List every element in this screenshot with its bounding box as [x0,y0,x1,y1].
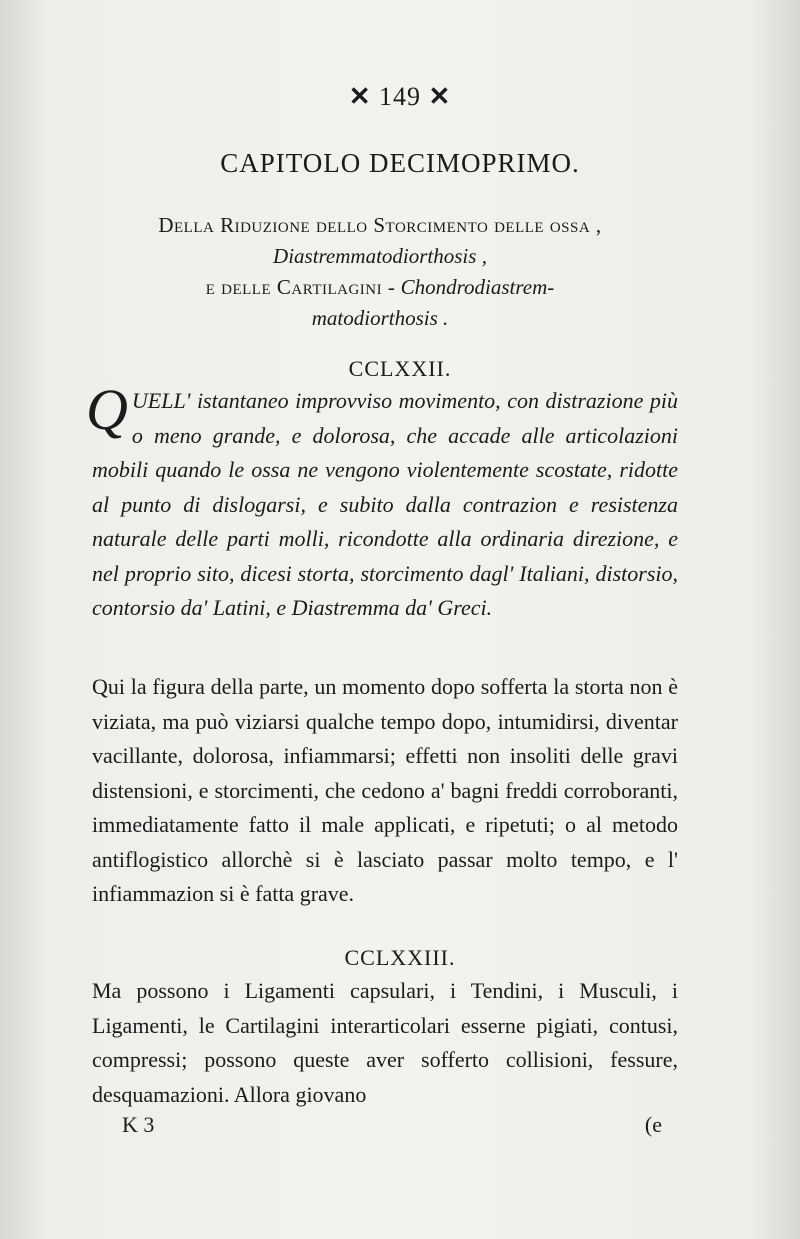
signature-mark: K 3 [122,1112,155,1137]
catchword: (e [644,1112,662,1137]
section-number: CCLXXII. [348,356,452,381]
body-paragraph: Ma possono i Ligamenti capsulari, i Tendini, i Musculi, i Ligamenti, le Cartilagini interarticolari esserne pigiati, contusi, compressi; possono queste aver sofferto collisioni, fessure, desquamazioni. Allora giovano [92,978,678,1107]
page-header [0,82,800,112]
chapter-subtitle [60,210,700,334]
subtitle-line-1: Della Riduzione dello Storcimento delle ossa , [158,213,602,237]
chapter-title: CAPITOLO DECIMOPRIMO. [220,148,580,178]
subtitle-line-3-italic: Chondrodiastrem- [400,275,555,299]
section-number: CCLXXIII. [344,945,456,970]
page-number: 149 [379,82,421,111]
body-paragraph: Qui la figura della parte, un momento dopo sofferta la storta non è viziata, ma può viziarsi qualche tempo dopo, intumidirsi, diventar vacillante, dolorosa, infiammarsi; effetti non insoliti delle gravi distensioni, e storcimenti, che cedono a' bagni freddi corroboranti, immediatamente fatto il male applicati, e ripetuti; o al metodo antiflogistico allorchè si è lasciato passar molto tempo, e l' infiammazion si è fatta grave. [92,674,678,906]
subtitle-line-3 [60,272,700,303]
definition-text: UELL' istantaneo improvviso movimento, con distrazione più o meno grande, e dolorosa, che accade alle articolazioni mobili quando le ossa ne vengono violentemente scostate, ridotte al punto di dislogarsi, e subito dalla contrazion e resistenza naturale delle parti molli, ricondotte alla ordinaria direzione, e nel proprio sito, dicesi storta, storcimento dagl' Italiani, distorsio, contorsio da' Latini, e Diastremma da' Greci. [92,388,678,620]
cross-ornament-left: ✕ [348,82,372,111]
definition-paragraph [86,377,678,626]
subtitle-line-3-caps: e delle Cartilagini - [205,275,396,299]
cross-ornament-right: ✕ [428,82,452,111]
subtitle-line-2: Diastremmatodiorthosis , [273,244,487,268]
drop-cap: Q [86,377,128,442]
subtitle-line-4: matodiorthosis . [311,306,449,330]
